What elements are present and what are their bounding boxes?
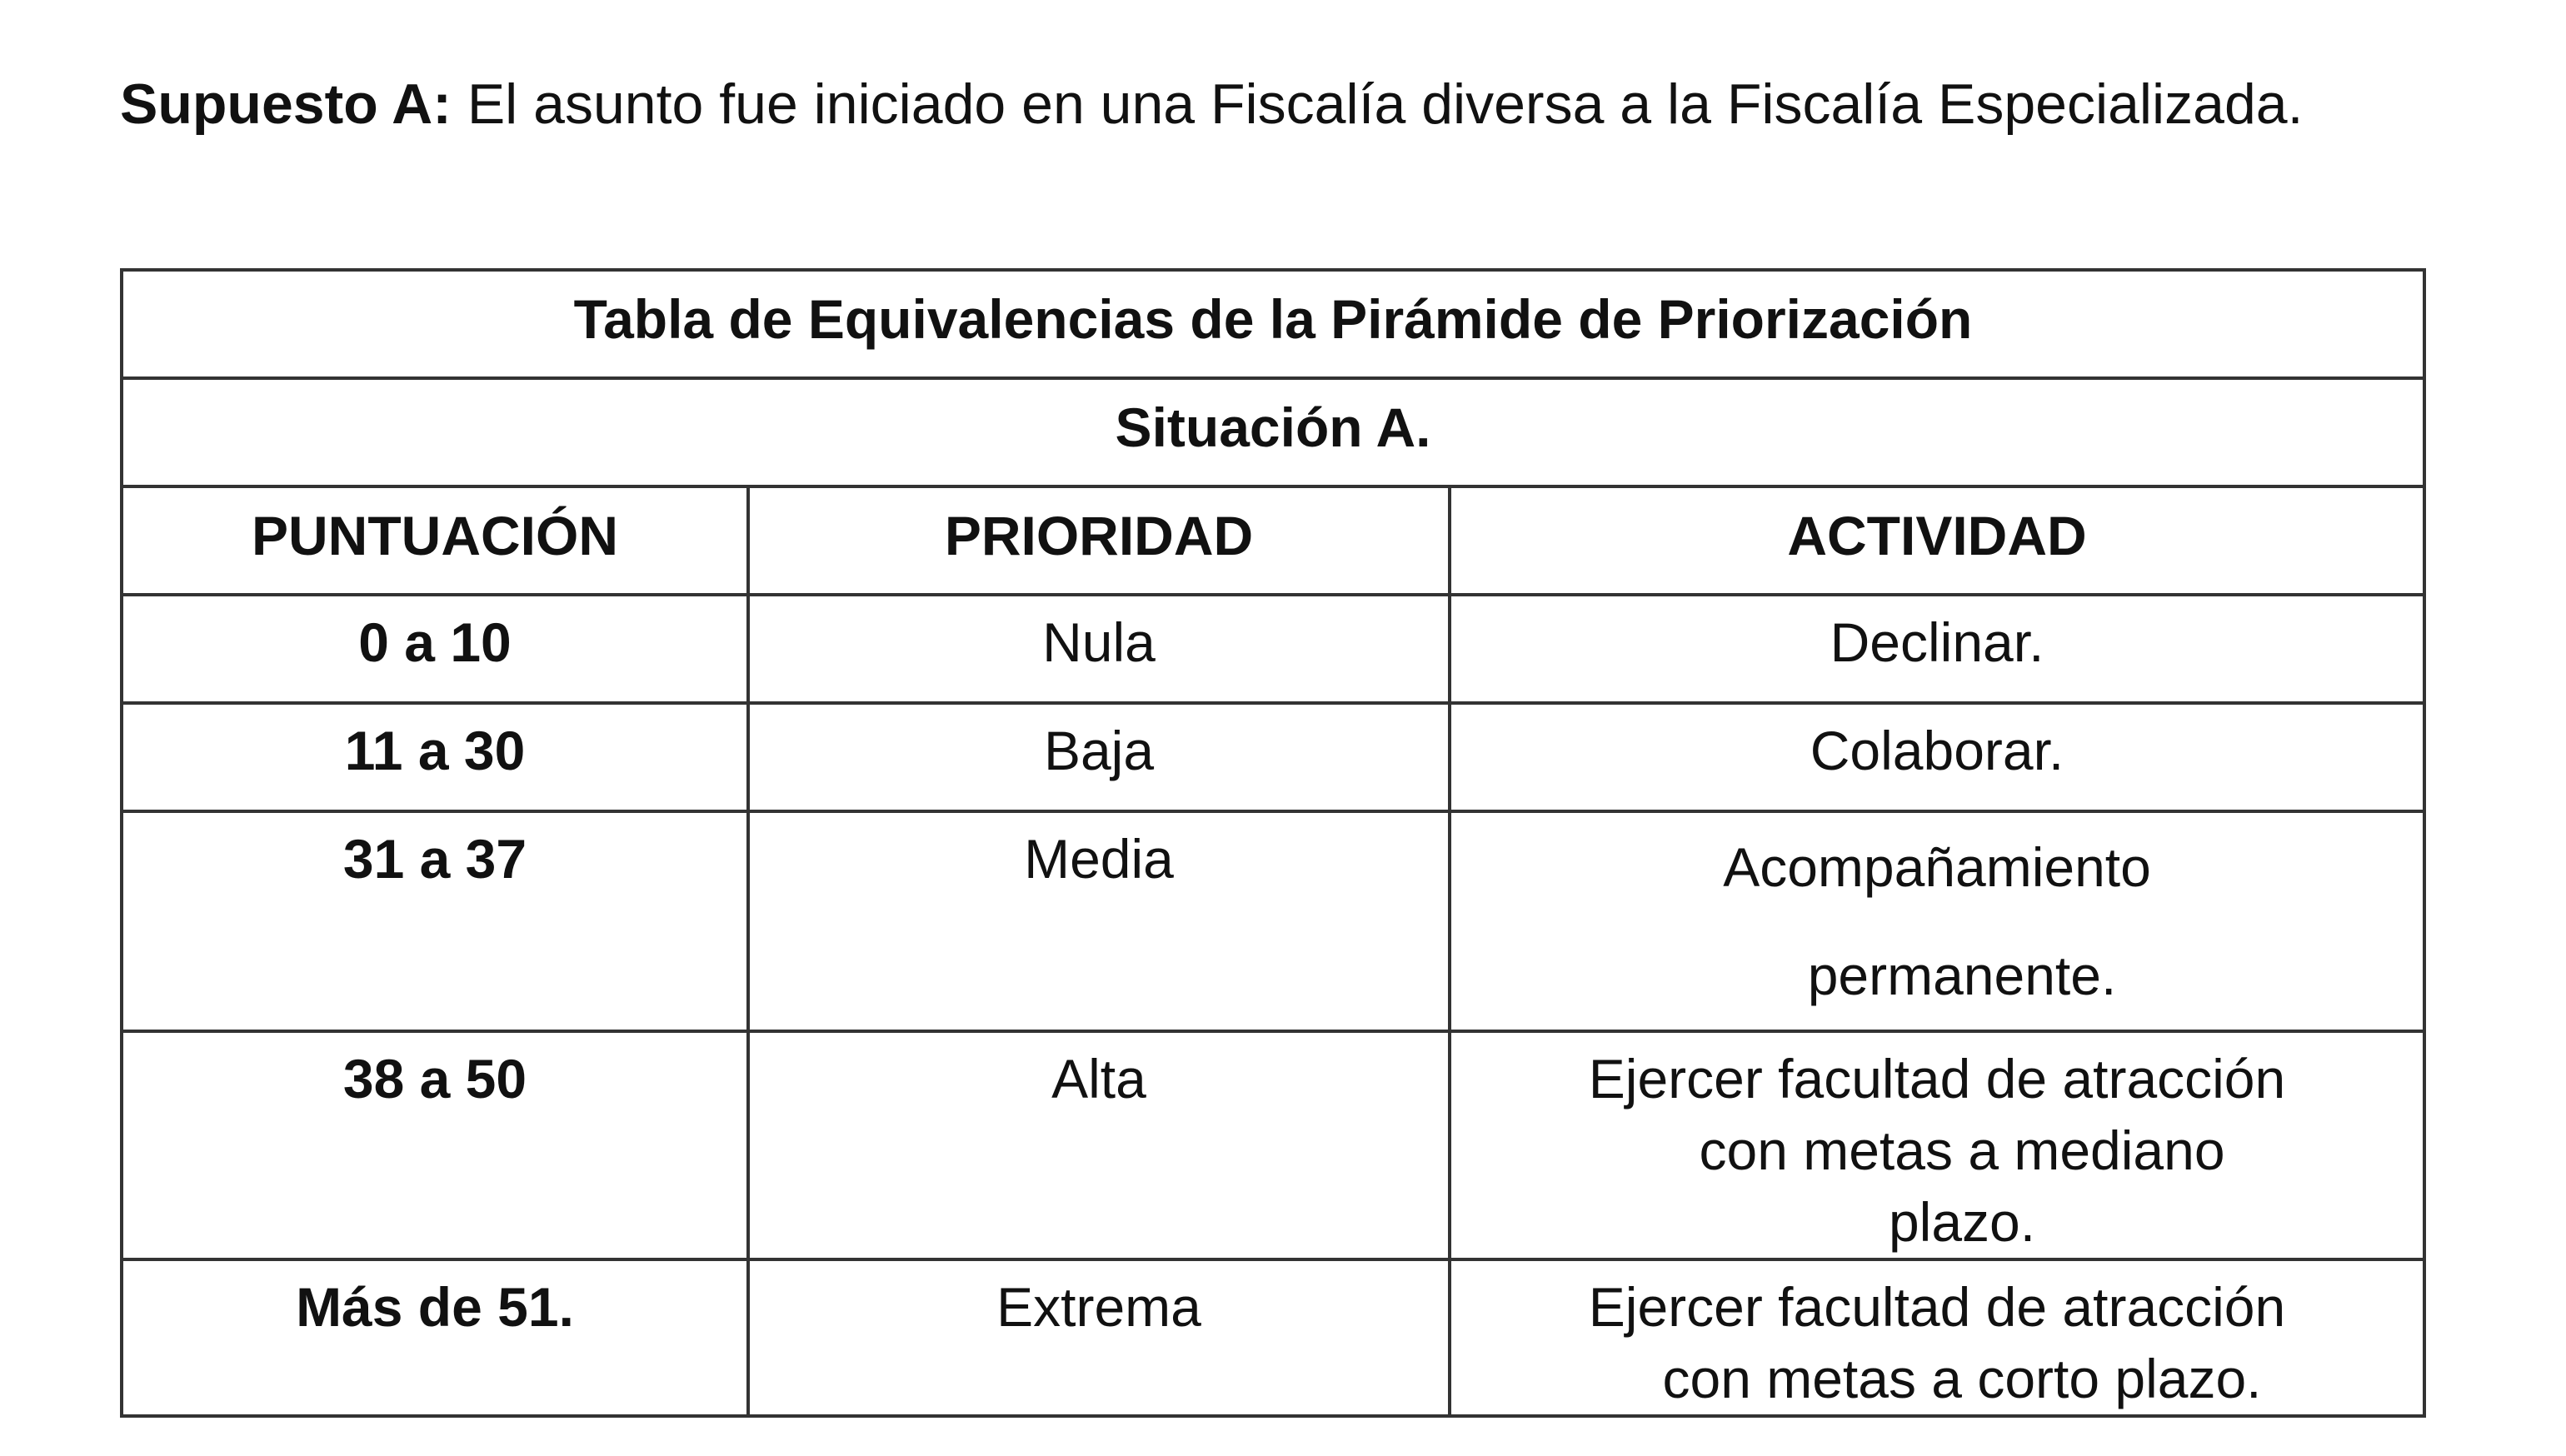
activity-line: con metas a corto plazo. [1662,1348,2262,1409]
table-title-row [122,270,2424,378]
activity-line: permanente. [1807,945,2117,1006]
priority-cell: Alta [748,1031,1450,1259]
activity-line: con metas a mediano [1699,1119,2225,1181]
activity-cell [1450,595,2424,703]
table-subtitle: Situación A. [122,378,2424,486]
scenario-label: Supuesto A: [120,72,452,136]
activity-line: Declinar. [1830,611,2044,673]
table-header-row [122,486,2424,595]
scenario-text: El asunto fue iniciado en una Fiscalía diversa a la Fiscalía Especializada. [467,72,2304,136]
score-cell: 31 a 37 [122,811,748,1031]
activity-line: Acompañamiento [1723,836,2151,898]
equivalence-table [120,268,2426,1418]
table-row [122,811,2424,1031]
priority-cell: Media [748,811,1450,1031]
table-row [122,1031,2424,1259]
activity-cell [1450,1259,2424,1416]
header-score: PUNTUACIÓN [122,486,748,595]
priority-cell: Baja [748,703,1450,811]
score-cell: 11 a 30 [122,703,748,811]
intro-paragraph [120,50,2423,158]
activity-line: plazo. [1888,1191,2036,1253]
table-row [122,1259,2424,1416]
priority-cell: Extrema [748,1259,1450,1416]
table-subtitle-row [122,378,2424,486]
activity-cell [1450,1031,2424,1259]
score-cell: Más de 51. [122,1259,748,1416]
priority-cell: Nula [748,595,1450,703]
activity-cell [1450,811,2424,1031]
score-cell: 0 a 10 [122,595,748,703]
table-title: Tabla de Equivalencias de la Pirámide de Priorización [122,270,2424,378]
activity-line: Ejercer facultad de atracción [1588,1048,2286,1109]
table-row [122,703,2424,811]
activity-line: Colaborar. [1810,720,2064,781]
header-activity: ACTIVIDAD [1450,486,2424,595]
activity-cell [1450,703,2424,811]
activity-line: Ejercer facultad de atracción [1588,1276,2286,1338]
header-priority: PRIORIDAD [748,486,1450,595]
table-row [122,595,2424,703]
score-cell: 38 a 50 [122,1031,748,1259]
